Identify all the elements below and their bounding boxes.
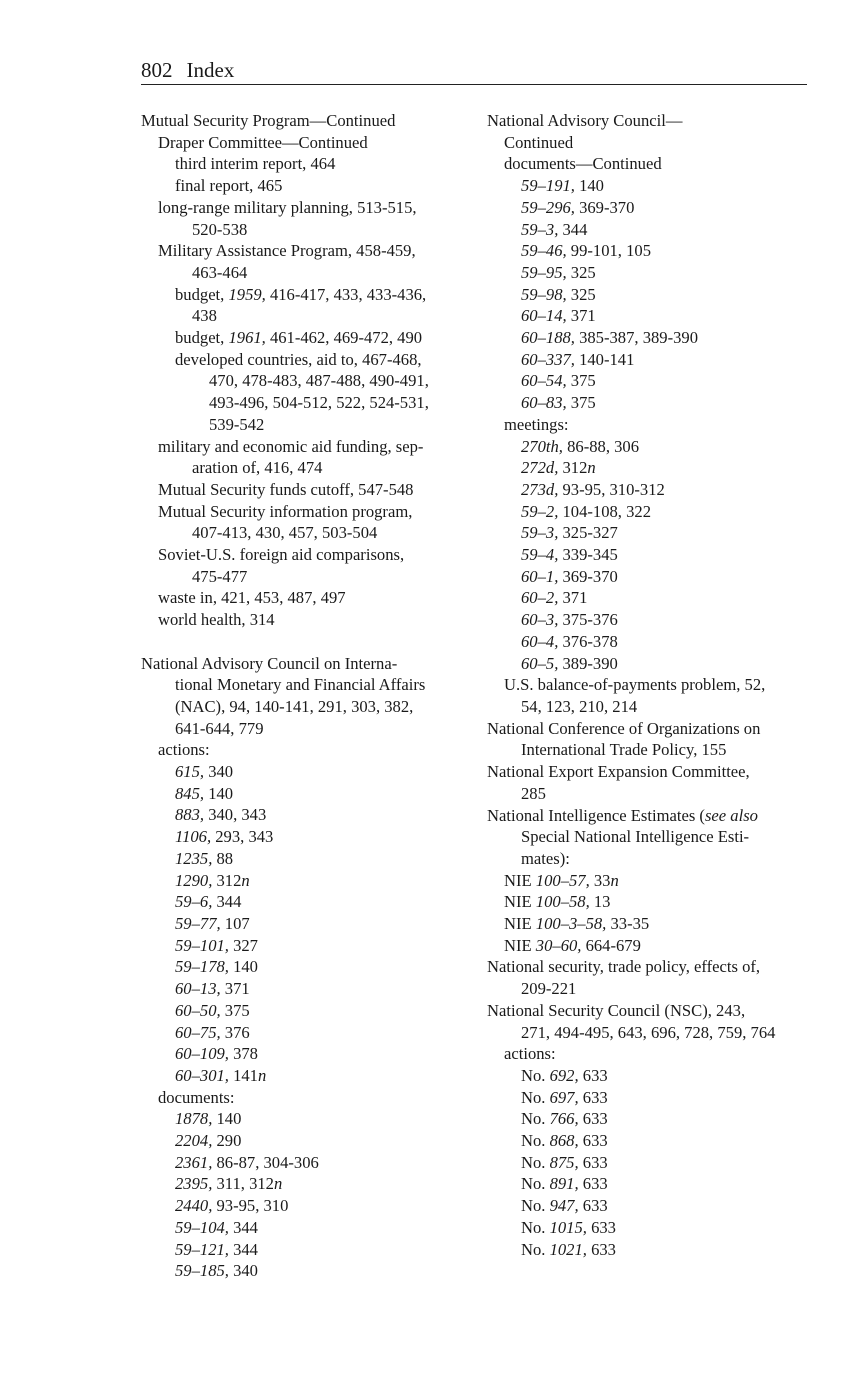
entry-locator: 615, (175, 762, 205, 782)
entry-text: Mutual Security funds cutoff, 547-548 (158, 479, 414, 499)
entry-text: 461-462, 469-472, 490 (265, 328, 423, 348)
entry-text: 633 (586, 1239, 616, 1259)
index-entry (487, 110, 807, 132)
index-entry (141, 457, 466, 479)
index-entry (487, 219, 807, 241)
index-entry (141, 913, 466, 935)
entry-locator: 1106, (175, 827, 212, 847)
entry-text: 141 (228, 1065, 258, 1085)
entry-text: 209-221 (521, 979, 577, 999)
entry-text: 633 (586, 1217, 616, 1237)
entry-locator: 891, (549, 1174, 579, 1194)
entry-text: 416-417, 433, 433-436, (265, 284, 427, 304)
entry-locator: 947, (549, 1196, 579, 1216)
entry-text: National Security Council (NSC), 243, (487, 1000, 746, 1020)
entry-text: 325 (566, 284, 596, 304)
index-entry (141, 739, 466, 761)
entry-text: mates): (521, 848, 570, 868)
entry-text: 339-345 (558, 545, 618, 565)
index-entry (141, 522, 466, 544)
entry-locator: 2204, (175, 1131, 213, 1151)
entry-locator: 59–121, (175, 1239, 229, 1259)
index-entry (487, 501, 807, 523)
entry-text: No. (521, 1109, 550, 1129)
entry-text: 470, 478-483, 487-488, 490-491, (209, 371, 429, 391)
entry-text: 312 (558, 458, 588, 478)
index-entry (141, 1239, 466, 1261)
entry-text: waste in, 421, 453, 487, 497 (158, 588, 346, 608)
entry-text: No. (521, 1217, 550, 1237)
entry-text: National Advisory Council— (487, 111, 683, 130)
entry-locator: 697, (549, 1087, 579, 1107)
entry-text: 327 (228, 935, 258, 955)
entry-text: 438 (192, 306, 217, 326)
index-entry (141, 1065, 466, 1087)
index-entry (141, 132, 466, 154)
entry-locator: 59–101, (175, 935, 229, 955)
entry-locator: 60–13, (175, 979, 221, 999)
entry-text: 13 (589, 892, 611, 912)
entry-text: 633 (578, 1087, 608, 1107)
entry-locator: 1878, (175, 1109, 213, 1129)
entry-text: Mutual Security information program, (158, 501, 413, 521)
entry-text: 633 (578, 1196, 608, 1216)
index-entry (487, 370, 807, 392)
entry-text: 344 (212, 892, 242, 912)
entry-text: 93-95, 310 (212, 1196, 289, 1216)
index-entry (487, 414, 807, 436)
index-entry (141, 110, 466, 132)
entry-locator: 2440, (175, 1196, 213, 1216)
index-entry (487, 783, 807, 805)
entry-locator: 59–191, (521, 176, 575, 196)
index-entry (141, 696, 466, 718)
entry-text: 54, 123, 210, 214 (521, 696, 638, 716)
index-entry (487, 479, 807, 501)
index-entry (487, 436, 807, 458)
entry-text: 93-95, 310-312 (558, 479, 665, 499)
index-entry (141, 414, 466, 436)
entry-locator: n (257, 1065, 267, 1085)
entry-text: 33-35 (606, 914, 650, 934)
entry-text: 344 (228, 1217, 258, 1237)
entry-locator: 59–3, (521, 523, 559, 543)
index-entry (141, 1195, 466, 1217)
entry-text: NIE (504, 870, 536, 890)
index-entry (487, 631, 807, 653)
index-entry (141, 1108, 466, 1130)
entry-locator: 60–188, (521, 328, 575, 348)
entry-text: National Advisory Council on Interna- (141, 653, 398, 673)
entry-locator: 59–185, (175, 1261, 229, 1281)
entry-text: 493-496, 504-512, 522, 524-531, (209, 393, 429, 413)
entry-locator: 100–58, (535, 892, 590, 912)
running-header (141, 56, 807, 85)
entry-locator: 59–77, (175, 914, 221, 933)
entry-text: 344 (228, 1239, 258, 1259)
entry-text: 140 (212, 1109, 242, 1129)
entry-locator: 30–60, (535, 935, 582, 955)
entry-text: military and economic aid funding, sep- (158, 436, 424, 456)
entry-text: Soviet-U.S. foreign aid comparisons, (158, 545, 405, 565)
index-entry (487, 566, 807, 588)
index-entry (487, 978, 807, 1000)
entry-locator: 100–57, (535, 870, 590, 890)
entry-text: 140 (228, 957, 258, 977)
entry-locator: 273d, (521, 479, 559, 499)
index-entry (487, 848, 807, 870)
index-entry (487, 1022, 807, 1044)
index-entry (141, 197, 466, 219)
entry-locator: 59–46, (521, 241, 567, 261)
entry-text: 33 (589, 870, 611, 890)
entry-text: (NAC), 94, 140-141, 291, 303, 382, (175, 696, 414, 716)
entry-text: 633 (578, 1065, 608, 1085)
entry-text: NIE (504, 914, 536, 934)
entry-locator: 60–50, (175, 1000, 221, 1020)
entry-text: 293, 343 (211, 827, 274, 847)
index-entry (487, 674, 807, 696)
index-entry (141, 783, 466, 805)
entry-text: Continued (504, 132, 574, 152)
entry-text: 86-87, 304-306 (212, 1152, 319, 1172)
entry-text: 371 (566, 306, 596, 326)
entry-text: meetings: (504, 414, 569, 434)
entry-locator: 60–14, (521, 306, 567, 326)
index-entry (487, 305, 807, 327)
entry-text: 385-387, 389-390 (574, 328, 698, 348)
entry-locator: n (273, 1174, 283, 1194)
entry-text: 475-477 (192, 566, 248, 586)
index-entry (487, 327, 807, 349)
index-entry (487, 1087, 807, 1109)
index-entry (141, 175, 466, 197)
index-entry (141, 1043, 466, 1065)
entry-locator: 1290, (175, 870, 213, 890)
entry-locator: 60–54, (521, 371, 567, 391)
entry-text: final report, 465 (175, 176, 283, 196)
index-entry (487, 457, 807, 479)
entry-text: 375 (220, 1000, 250, 1020)
index-entry (141, 609, 466, 631)
entry-locator: 60–3, (521, 610, 559, 630)
index-entry (487, 1065, 807, 1087)
index-entry (487, 240, 807, 262)
index-entry (141, 349, 466, 371)
entry-text: 140 (574, 176, 604, 196)
entry-locator: 1959, (228, 284, 266, 304)
entry-locator: 883, (175, 805, 205, 825)
index-column-left (141, 110, 466, 1282)
index-entry (487, 1239, 807, 1261)
index-entry (487, 935, 807, 957)
entry-text: 520-538 (192, 219, 248, 239)
entry-text: 375 (566, 393, 596, 413)
index-entry (487, 761, 807, 783)
entry-text: 140-141 (574, 349, 635, 369)
entry-text: 375-376 (558, 610, 618, 630)
index-entry (487, 1108, 807, 1130)
entry-locator: 59–178, (175, 957, 229, 977)
entry-locator: 60–83, (521, 393, 567, 413)
index-entry (487, 609, 807, 631)
index-entry (487, 805, 807, 827)
entry-text: 539-542 (209, 414, 265, 434)
entry-text: 389-390 (558, 653, 618, 673)
entry-locator: 1235, (175, 848, 213, 868)
entry-locator: 60–4, (521, 631, 559, 651)
entry-text: NIE (504, 892, 536, 912)
index-entry (141, 436, 466, 458)
entry-text: 371 (558, 588, 588, 608)
entry-text: 376 (220, 1022, 250, 1042)
entry-text: documents—Continued (504, 154, 662, 174)
entry-text: 371 (220, 979, 250, 999)
index-entry (141, 153, 466, 175)
entry-locator: 1015, (549, 1217, 587, 1237)
entry-text: No. (521, 1152, 550, 1172)
entry-text: 104-108, 322 (558, 501, 651, 521)
entry-text: budget, (175, 284, 229, 304)
entry-text: long-range military planning, 513-515, (158, 197, 417, 217)
entry-text: 633 (578, 1152, 608, 1172)
entry-text: 375 (566, 371, 596, 391)
entry-text: actions: (504, 1044, 556, 1064)
entry-text: National security, trade policy, effects of, (487, 957, 761, 977)
entry-locator: 100–3–58, (535, 914, 607, 934)
entry-text: 312 (212, 870, 242, 890)
entry-locator: 868, (549, 1131, 579, 1151)
index-entry (141, 1217, 466, 1239)
entry-locator: n (241, 870, 250, 890)
entry-text: 285 (521, 783, 546, 803)
index-entry (487, 349, 807, 371)
entry-text: No. (521, 1174, 550, 1194)
entry-locator: 59–104, (175, 1217, 229, 1237)
index-entry (141, 891, 466, 913)
header-title: Index (186, 58, 235, 82)
entry-locator: 59–95, (521, 262, 567, 282)
index-entry (487, 1195, 807, 1217)
entry-text: No. (521, 1087, 550, 1107)
index-entry (141, 1000, 466, 1022)
entry-text: NIE (504, 935, 536, 955)
index-entry (487, 132, 807, 154)
index-entry (487, 175, 807, 197)
index-entry (487, 522, 807, 544)
index-entry (141, 544, 466, 566)
index-entry (487, 1130, 807, 1152)
entry-text: 633 (578, 1174, 608, 1194)
entry-text: 378 (228, 1044, 258, 1064)
entry-locator: 845, (175, 783, 205, 803)
entry-locator: see also (704, 805, 758, 825)
entry-locator: 60–2, (521, 588, 559, 608)
entry-text: tional Monetary and Financial Affairs (175, 675, 426, 695)
entry-text: 664-679 (581, 935, 641, 955)
entry-locator: 1961, (228, 328, 266, 348)
index-entry (487, 696, 807, 718)
entry-locator: 272d, (521, 458, 559, 478)
index-entry (141, 1130, 466, 1152)
index-entry (487, 153, 807, 175)
entry-text: International Trade Policy, 155 (521, 740, 727, 760)
index-entry (141, 219, 466, 241)
entry-text: No. (521, 1065, 550, 1085)
index-entry (141, 826, 466, 848)
entry-text: 633 (578, 1131, 608, 1151)
index-entry (487, 913, 807, 935)
entry-locator: 875, (549, 1152, 579, 1172)
index-entry (141, 1260, 466, 1282)
index-entry (141, 718, 466, 740)
index-entry (141, 1022, 466, 1044)
index-entry (487, 891, 807, 913)
entry-text: 463-464 (192, 262, 248, 282)
entry-locator: 59–6, (175, 892, 213, 912)
index-entry (487, 653, 807, 675)
entry-text: 633 (578, 1109, 608, 1129)
index-entry (487, 1043, 807, 1065)
entry-text: 311, 312 (212, 1174, 274, 1194)
entry-text: third interim report, 464 (175, 154, 336, 174)
index-entry (487, 718, 807, 740)
entry-text: 88 (212, 848, 234, 868)
entry-text: documents: (158, 1087, 235, 1107)
entry-text: actions: (158, 740, 210, 760)
entry-locator: 59–98, (521, 284, 567, 304)
entry-locator: 59–2, (521, 501, 559, 521)
page-number: 802 (141, 58, 173, 82)
entry-text: National Intelligence Estimates ( (487, 805, 705, 825)
index-entry (141, 305, 466, 327)
index-entry (141, 653, 466, 675)
index-entry (141, 804, 466, 826)
index-entry (141, 956, 466, 978)
entry-text: U.S. balance-of-payments problem, 52, (504, 675, 766, 695)
entry-text: budget, (175, 328, 229, 348)
entry-locator: 59–4, (521, 545, 559, 565)
index-entry (141, 1173, 466, 1195)
entry-text: 344 (558, 219, 588, 239)
entry-locator: 270th, (521, 436, 563, 456)
entry-locator: 60–301, (175, 1065, 229, 1085)
entry-text: 340, 343 (204, 805, 267, 825)
index-entry (487, 870, 807, 892)
index-entry (487, 1000, 807, 1022)
entry-text: 290 (212, 1131, 242, 1151)
entry-text: 376-378 (558, 631, 618, 651)
index-entry (141, 870, 466, 892)
entry-text: Mutual Security Program—Continued (141, 111, 396, 130)
entry-text: 107 (220, 914, 250, 933)
index-entry (141, 262, 466, 284)
entry-locator: n (610, 870, 619, 890)
entry-text: Draper Committee—Continued (158, 132, 368, 152)
entry-text: No. (521, 1131, 550, 1151)
entry-text: world health, 314 (158, 610, 275, 630)
entry-text: National Export Expansion Committee, (487, 762, 750, 782)
index-entry (141, 327, 466, 349)
index-column-right (487, 110, 807, 1260)
index-entry (141, 674, 466, 696)
index-entry (141, 978, 466, 1000)
index-entry (141, 848, 466, 870)
index-entry (141, 501, 466, 523)
index-entry (487, 262, 807, 284)
entry-text: 369-370 (574, 197, 635, 217)
entry-locator: 59–3, (521, 219, 559, 239)
index-entry (141, 566, 466, 588)
entry-text: Military Assistance Program, 458-459, (158, 241, 416, 261)
index-entry (141, 935, 466, 957)
entry-text: 407-413, 430, 457, 503-504 (192, 523, 378, 543)
index-entry (487, 739, 807, 761)
index-entry (487, 197, 807, 219)
entry-text: 369-370 (558, 566, 618, 586)
entry-text: aration of, 416, 474 (192, 458, 323, 478)
entry-locator: 60–5, (521, 653, 559, 673)
index-entry (487, 544, 807, 566)
index-entry (141, 479, 466, 501)
index-entry (487, 1152, 807, 1174)
index-entry (141, 240, 466, 262)
entry-text: National Conference of Organizations on (487, 718, 761, 738)
entry-locator: 60–1, (521, 566, 559, 586)
entry-locator: 2395, (175, 1174, 213, 1194)
entry-text: 140 (204, 783, 234, 803)
entry-locator: 60–109, (175, 1044, 229, 1064)
index-entry (141, 1152, 466, 1174)
entry-text: 325 (566, 262, 596, 282)
entry-locator: 60–75, (175, 1022, 221, 1042)
entry-locator: 1021, (549, 1239, 587, 1259)
index-entry (487, 284, 807, 306)
entry-locator: 2361, (175, 1152, 213, 1172)
entry-locator: 692, (549, 1065, 579, 1085)
index-entry (487, 1217, 807, 1239)
entry-text: 340 (228, 1261, 258, 1281)
entry-text: 86-88, 306 (562, 436, 640, 456)
entry-text: developed countries, aid to, 467-468, (175, 349, 422, 369)
index-entry (141, 284, 466, 306)
index-entry (141, 761, 466, 783)
index-entry (141, 587, 466, 609)
entry-text: 641-644, 779 (175, 718, 264, 738)
entry-text: 99-101, 105 (566, 241, 651, 261)
entry-text: 271, 494-495, 643, 696, 728, 759, 764 (521, 1022, 776, 1042)
index-entry (487, 1173, 807, 1195)
index-entry (487, 826, 807, 848)
index-entry (141, 1087, 466, 1109)
entry-locator: 59–296, (521, 197, 575, 217)
index-entry (487, 956, 807, 978)
index-entry (141, 370, 466, 392)
entry-text: 325-327 (558, 523, 618, 543)
index-entry (487, 392, 807, 414)
entry-gap (141, 631, 466, 653)
index-entry (141, 392, 466, 414)
entry-text: No. (521, 1239, 550, 1259)
entry-text: No. (521, 1196, 550, 1216)
entry-text: Special National Intelligence Esti- (521, 827, 750, 847)
index-entry (487, 587, 807, 609)
entry-locator: 60–337, (521, 349, 575, 369)
entry-locator: 766, (549, 1109, 579, 1129)
entry-text: 340 (204, 762, 234, 782)
entry-locator: n (587, 458, 596, 478)
